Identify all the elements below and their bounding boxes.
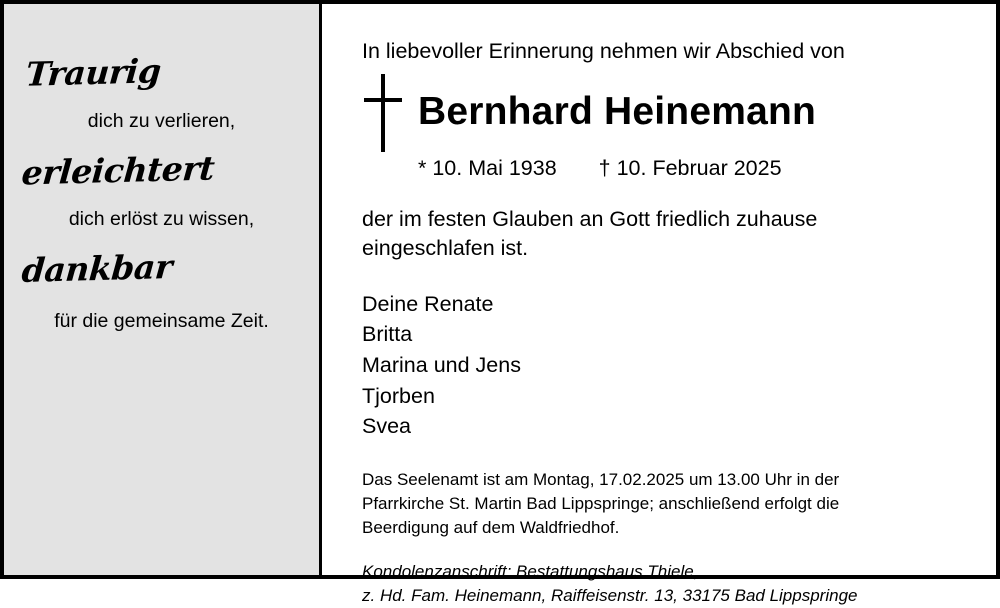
death-date: † 10. Februar 2025 bbox=[598, 155, 782, 180]
faith-line-2: eingeschlafen ist. bbox=[362, 235, 529, 260]
faith-statement bbox=[362, 205, 922, 263]
name-row bbox=[362, 74, 968, 152]
intro-text: In liebevoller Erinnerung nehmen wir Abschied von bbox=[362, 39, 845, 63]
memorial-content bbox=[322, 4, 996, 606]
service-line-1: Das Seelenamt ist am Montag, 17.02.2025 um 13.00 Uhr in der bbox=[362, 469, 840, 489]
list-item: Svea bbox=[362, 414, 412, 439]
list-item: Tjorben bbox=[362, 383, 435, 408]
verse-script-line-3: dankbar bbox=[20, 247, 174, 290]
verse-text-line-1: dich zu verlieren, bbox=[87, 109, 236, 132]
survivors-list bbox=[362, 289, 968, 442]
list-item: Deine Renate bbox=[362, 291, 494, 316]
verse-text-line-2: dich erlöst zu wissen, bbox=[68, 207, 255, 230]
deceased-name: Bernhard Heinemann bbox=[418, 90, 817, 134]
verse-panel bbox=[4, 4, 322, 575]
list-item: Britta bbox=[362, 322, 413, 347]
service-details bbox=[362, 468, 962, 540]
verse-text-line-3: für die gemeinsame Zeit. bbox=[54, 309, 269, 332]
list-item: Marina und Jens bbox=[362, 353, 521, 377]
christian-cross-icon bbox=[362, 74, 406, 152]
service-line-3: Beerdigung auf dem Waldfriedhof. bbox=[362, 517, 620, 537]
faith-line-1: der im festen Glauben an Gott friedlich zuhause bbox=[362, 206, 818, 231]
verse-script-line-2: erleichtert bbox=[20, 148, 216, 193]
life-dates bbox=[418, 156, 968, 181]
verse-script-line-1: Traurig bbox=[24, 51, 163, 94]
service-line-2: Pfarrkirche St. Martin Bad Lippspringe; anschließend erfolgt die bbox=[362, 493, 840, 513]
condolence-address bbox=[362, 560, 968, 608]
condolence-line-2: z. Hd. Fam. Heinemann, Raiffeisenstr. 13, 33175 Bad Lippspringe bbox=[362, 586, 858, 606]
birth-date: * 10. Mai 1938 bbox=[418, 155, 557, 180]
condolence-line-1: Kondolenzanschrift: Bestattungshaus Thiele, bbox=[362, 561, 699, 581]
